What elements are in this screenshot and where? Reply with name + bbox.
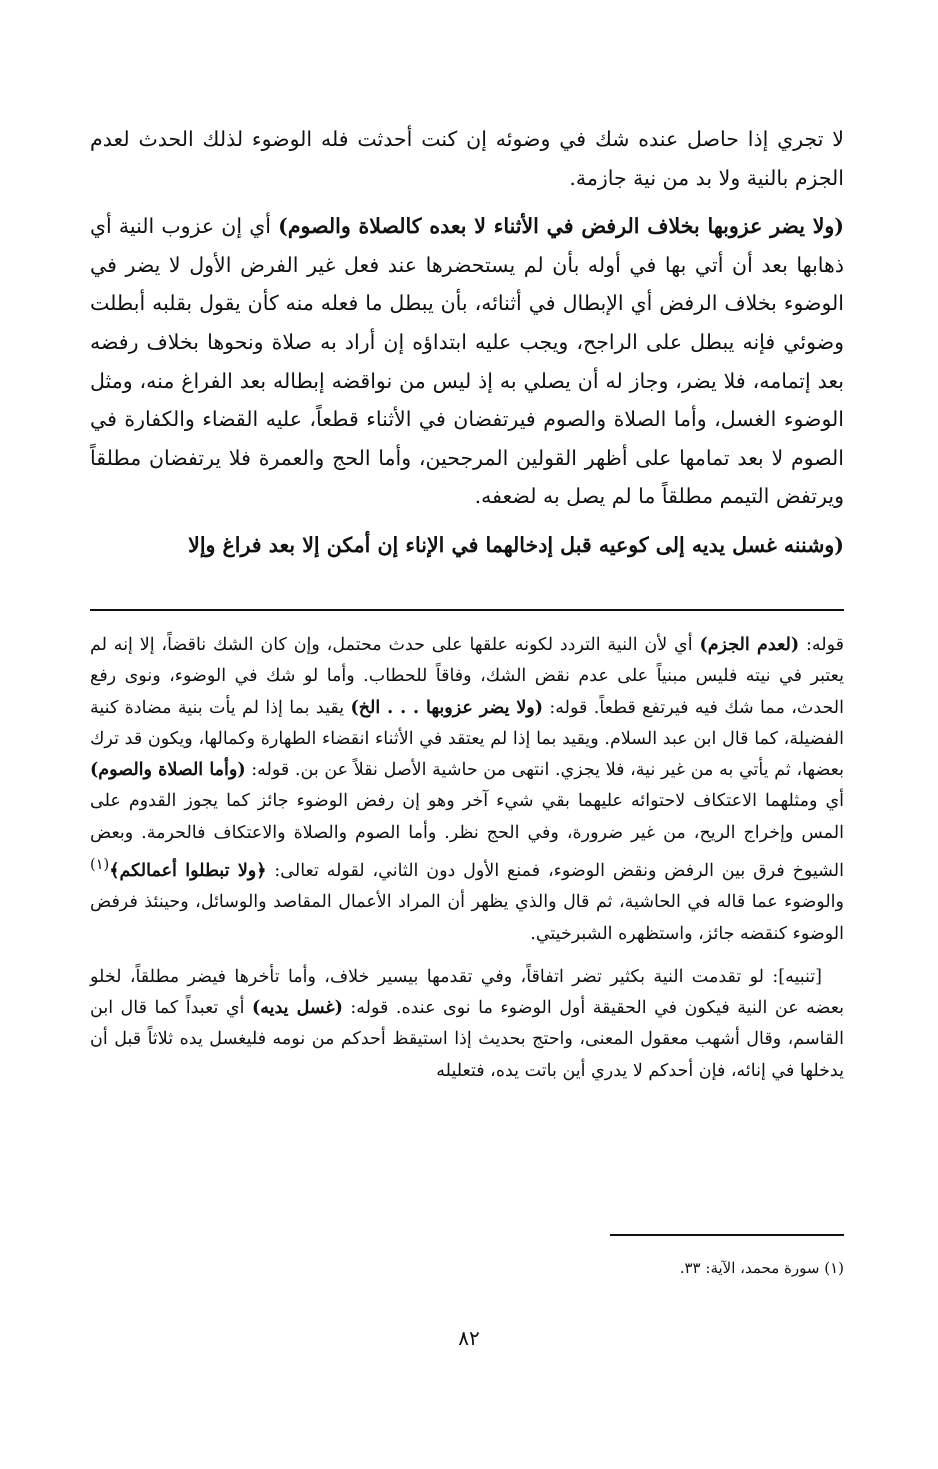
main-paragraph-1: لا تجري إذا حاصل عنده شك في وضوئه إن كنت أحدثت فله الوضوء لذلك الحدث لعدم الجزم بالنية ولا بد من نية جازمة. bbox=[90, 127, 844, 190]
commentary-quote: (لعدم الجزم) bbox=[699, 635, 800, 655]
commentary-quote: (غسل يديه) bbox=[251, 998, 343, 1019]
note-text: [تنبيه]: لو تقدمت النية بكثير تضر اتفاقاً، وفي تقدمها بيسير خلاف، وأما تأخرها فيضر مطلقاً، لخلو بعضه عن النية فيكون في الحقيقة أول الوضوء ما نوى عنده. قوله: bbox=[90, 966, 845, 1019]
footnote-reference: (١) bbox=[90, 856, 110, 874]
matn-quote-1: (ولا يضر عزوبها بخلاف الرفض في الأثناء لا بعده كالصلاة والصوم) bbox=[278, 214, 844, 239]
main-text bbox=[90, 120, 844, 565]
page-number: ٨٢ bbox=[458, 1326, 480, 1350]
main-paragraph-2 bbox=[90, 207, 844, 516]
quran-quote: ﴿ولا تبطلوا أعمالكم﴾ bbox=[109, 860, 267, 881]
commentary-text: يقيد بما إذا لم يأت بنية مضادة كنية الفضيلة، كما قال ابن عبد السلام. ويقيد بما إذا لم يعتقد في الأثناء انقضاء الطهارة وكمالها، ويكون قد ترك بعضها، ثم يأتي به من غير نية، فلا يجزي. انتهى من حاشية الأصل نقلاً عن بن. قوله: bbox=[90, 697, 844, 781]
main-paragraph-2-text: أي إن عزوب النية أي ذهابها بعد أن أتي بها في أوله بأن لم يستحضرها عند فعل غير الفرض الأول لا يضر في الوضوء بخلاف الرفض أي الإبطال في أثنائه، بأن يبطل ما فعله منه كأن يقول بقلبه أبطلت وضوئي فإنه يبطل على الراجح، ويجب عليه ابتداؤه إن أراد به صلاة ونحوها بخلاف رفضه بعد إتمامه، فلا يضر، وجاز له أن يصلي به إذ ليس من نواقضه إبطاله بعد الفراغ منه، ومثل الوضوء الغسل، وأما الصلاة والصوم فيرتفضان في الأثناء قطعاً، عليه القضاء والكفارة في الصوم لا بعد تمامها على أظهر القولين المرجحين، وأما الحج والعمرة فلا يرتفضان مطلقاً ويرتفض التيمم مطلقاً ما لم يصل به لضعفه. bbox=[90, 214, 844, 509]
note-text: أي تعبداً كما قال ابن القاسم، وقال أشهب معقول المعنى، واحتج بحديث إذا استيقظ أحدكم من نومه فليغسل يده ثلاثاً قبل أن يدخلها في إنائه، فإن أحدكم لا يدري أين باتت يده، فتعليله bbox=[90, 998, 844, 1081]
commentary-text: أي لأن النية التردد لكونه علقها على حدث محتمل، وإن كان الشك ناقضاً، إلا إنه لم يعتبر في نيته فليس مبنياً على عدم نقض الشك، وفاقاً للحطاب. وأما لو شك في الوضوء، ونوى رفع الحدث، مما شك فيه فيرتفع قطعاً. قوله: bbox=[90, 635, 844, 718]
commentary-text: قوله: bbox=[799, 635, 844, 655]
commentary-quote: (ولا يضر عزوبها . . . الخ) bbox=[350, 697, 544, 718]
footnote: (١) سورة محمد، الآية: ٣٣. bbox=[679, 1259, 844, 1277]
commentary-note bbox=[90, 962, 844, 1087]
footnote-divider bbox=[610, 1234, 844, 1236]
commentary-paragraph-1 bbox=[90, 630, 844, 950]
commentary-text: والوضوء عما قاله في الحاشية، ثم قال والذي يظهر أن المراد الأعمال المقاصد والوسائل، وحينئذ فرفض الوضوء كنقضه جائز، واستظهره الشبرخيتي. bbox=[90, 892, 844, 944]
commentary-text: أي ومثلهما الاعتكاف لاحتوائه عليهما بقي شيء آخر وهو إن رفض الوضوء جائز كما يجوز القدوم على المس وإخراج الريح، من غير ضرورة، وفي الحج نظر. وأما الصوم والصلاة والاعتكاف فالحرمة. وبعض الشيوخ فرق بين الرفض ونقض الوضوء، فمنع الأول دون الثاني، لقوله تعالى: bbox=[90, 791, 844, 881]
main-text-divider bbox=[90, 609, 844, 611]
matn-quote-2: (وشننه غسل يديه إلى كوعيه قبل إدخالهما في الإناء إن أمكن إلا بعد فراغ وإلا bbox=[188, 532, 844, 557]
commentary-quote: (وأما الصلاة والصوم) bbox=[90, 760, 246, 781]
commentary-section bbox=[90, 630, 844, 1087]
